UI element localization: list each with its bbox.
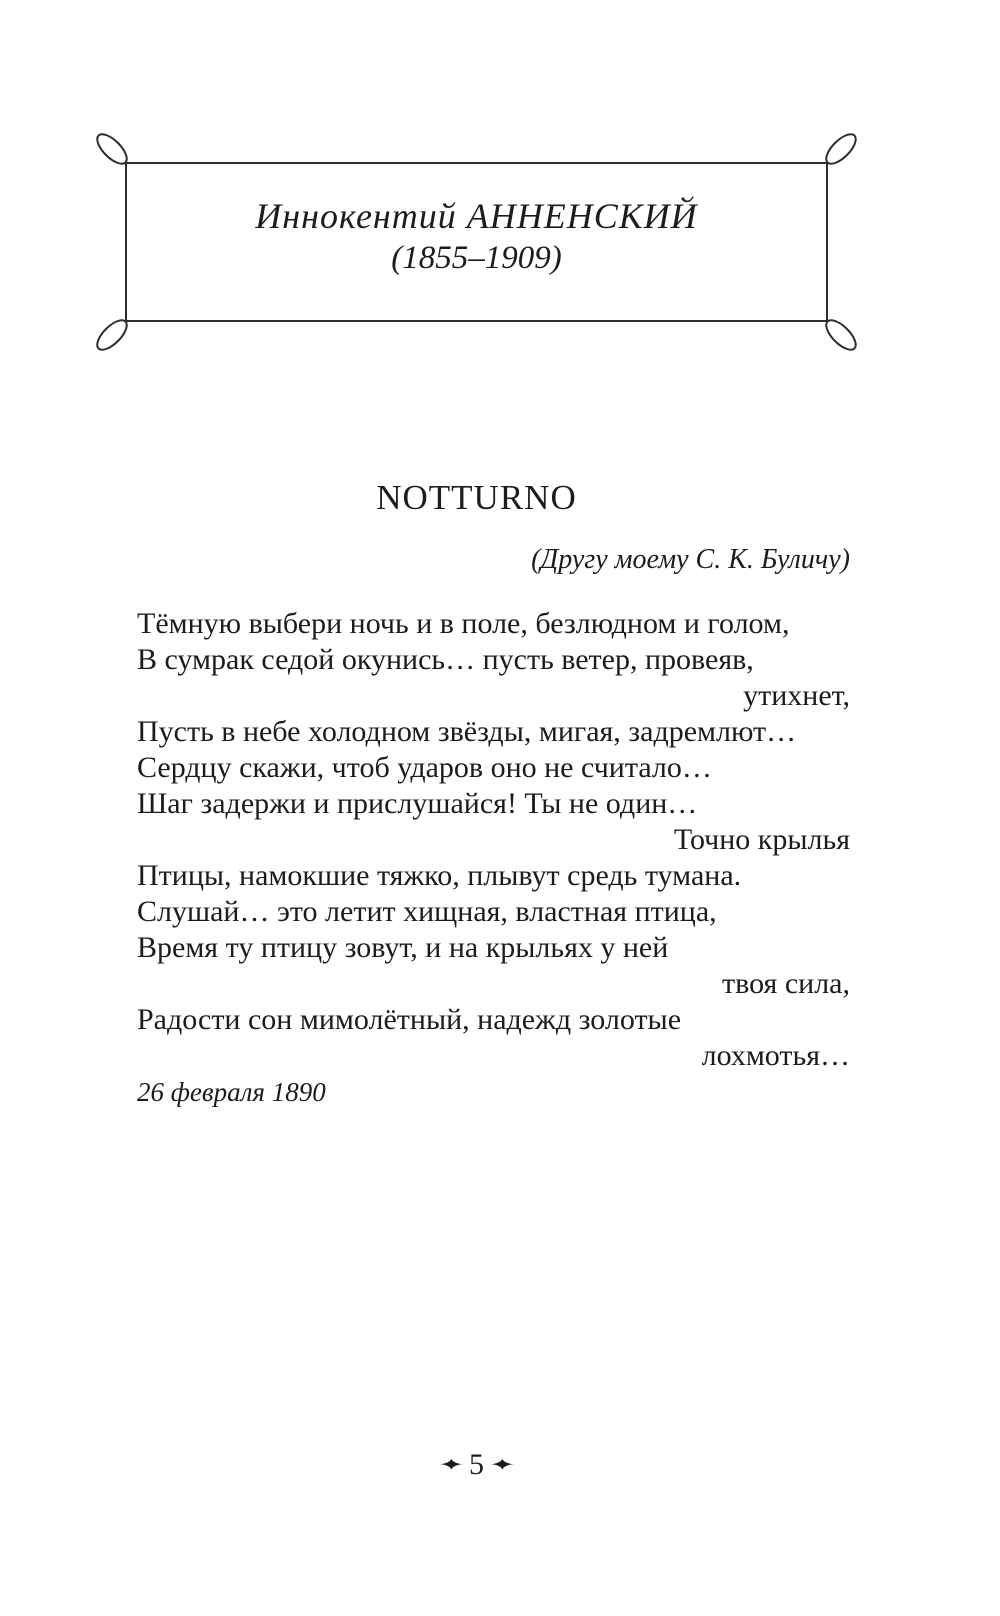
poem-date: 26 февраля 1890	[137, 1077, 326, 1107]
poem-line: твоя сила,	[722, 967, 850, 1000]
poem-title: NOTTURNO	[376, 478, 577, 517]
page-number: 5	[469, 1448, 484, 1481]
poem-dedication: (Другу моему С. К. Буличу)	[531, 544, 850, 575]
poem-lines	[137, 606, 850, 1074]
poem-line: Точно крылья	[673, 823, 850, 856]
author-name: Иннокентий АННЕНСКИЙ	[255, 196, 698, 236]
poem-line: утихнет,	[743, 679, 850, 712]
corner-flourish-icon	[822, 130, 861, 169]
poem-line: Тёмную выбери ночь и в поле, безлюдном и голом,	[137, 607, 790, 640]
corner-flourish-icon	[93, 130, 132, 169]
corner-flourish-icon	[822, 316, 861, 355]
poem-line: Время ту птицу зовут, и на крыльях у ней	[137, 931, 669, 964]
author-block	[126, 192, 827, 276]
poem-line: Птицы, намокшие тяжко, плывут средь тумана.	[137, 859, 742, 892]
corner-flourish-icon	[93, 316, 132, 355]
poem-line: Сердцу скажи, чтоб ударов оно не считало…	[137, 751, 712, 784]
poem-line: Пусть в небе холодном звёзды, мигая, задремлют…	[137, 715, 797, 748]
diamond-ornament-icon: ✦	[436, 1455, 466, 1474]
diamond-ornament-icon: ✦	[487, 1455, 517, 1474]
poem-line: Шаг задержи и прислушайся! Ты не один…	[137, 787, 698, 820]
poem-line: лохмотья…	[701, 1039, 850, 1072]
poem-line: Слушай… это летит хищная, властная птица,	[137, 895, 717, 928]
poem-line: Радости сон мимолётный, надежд золотые	[137, 1003, 682, 1036]
author-years: (1855–1909)	[391, 240, 562, 276]
poem-line: В сумрак седой окунись… пусть ветер, провеяв,	[137, 643, 754, 676]
page-footer	[126, 1450, 827, 1480]
